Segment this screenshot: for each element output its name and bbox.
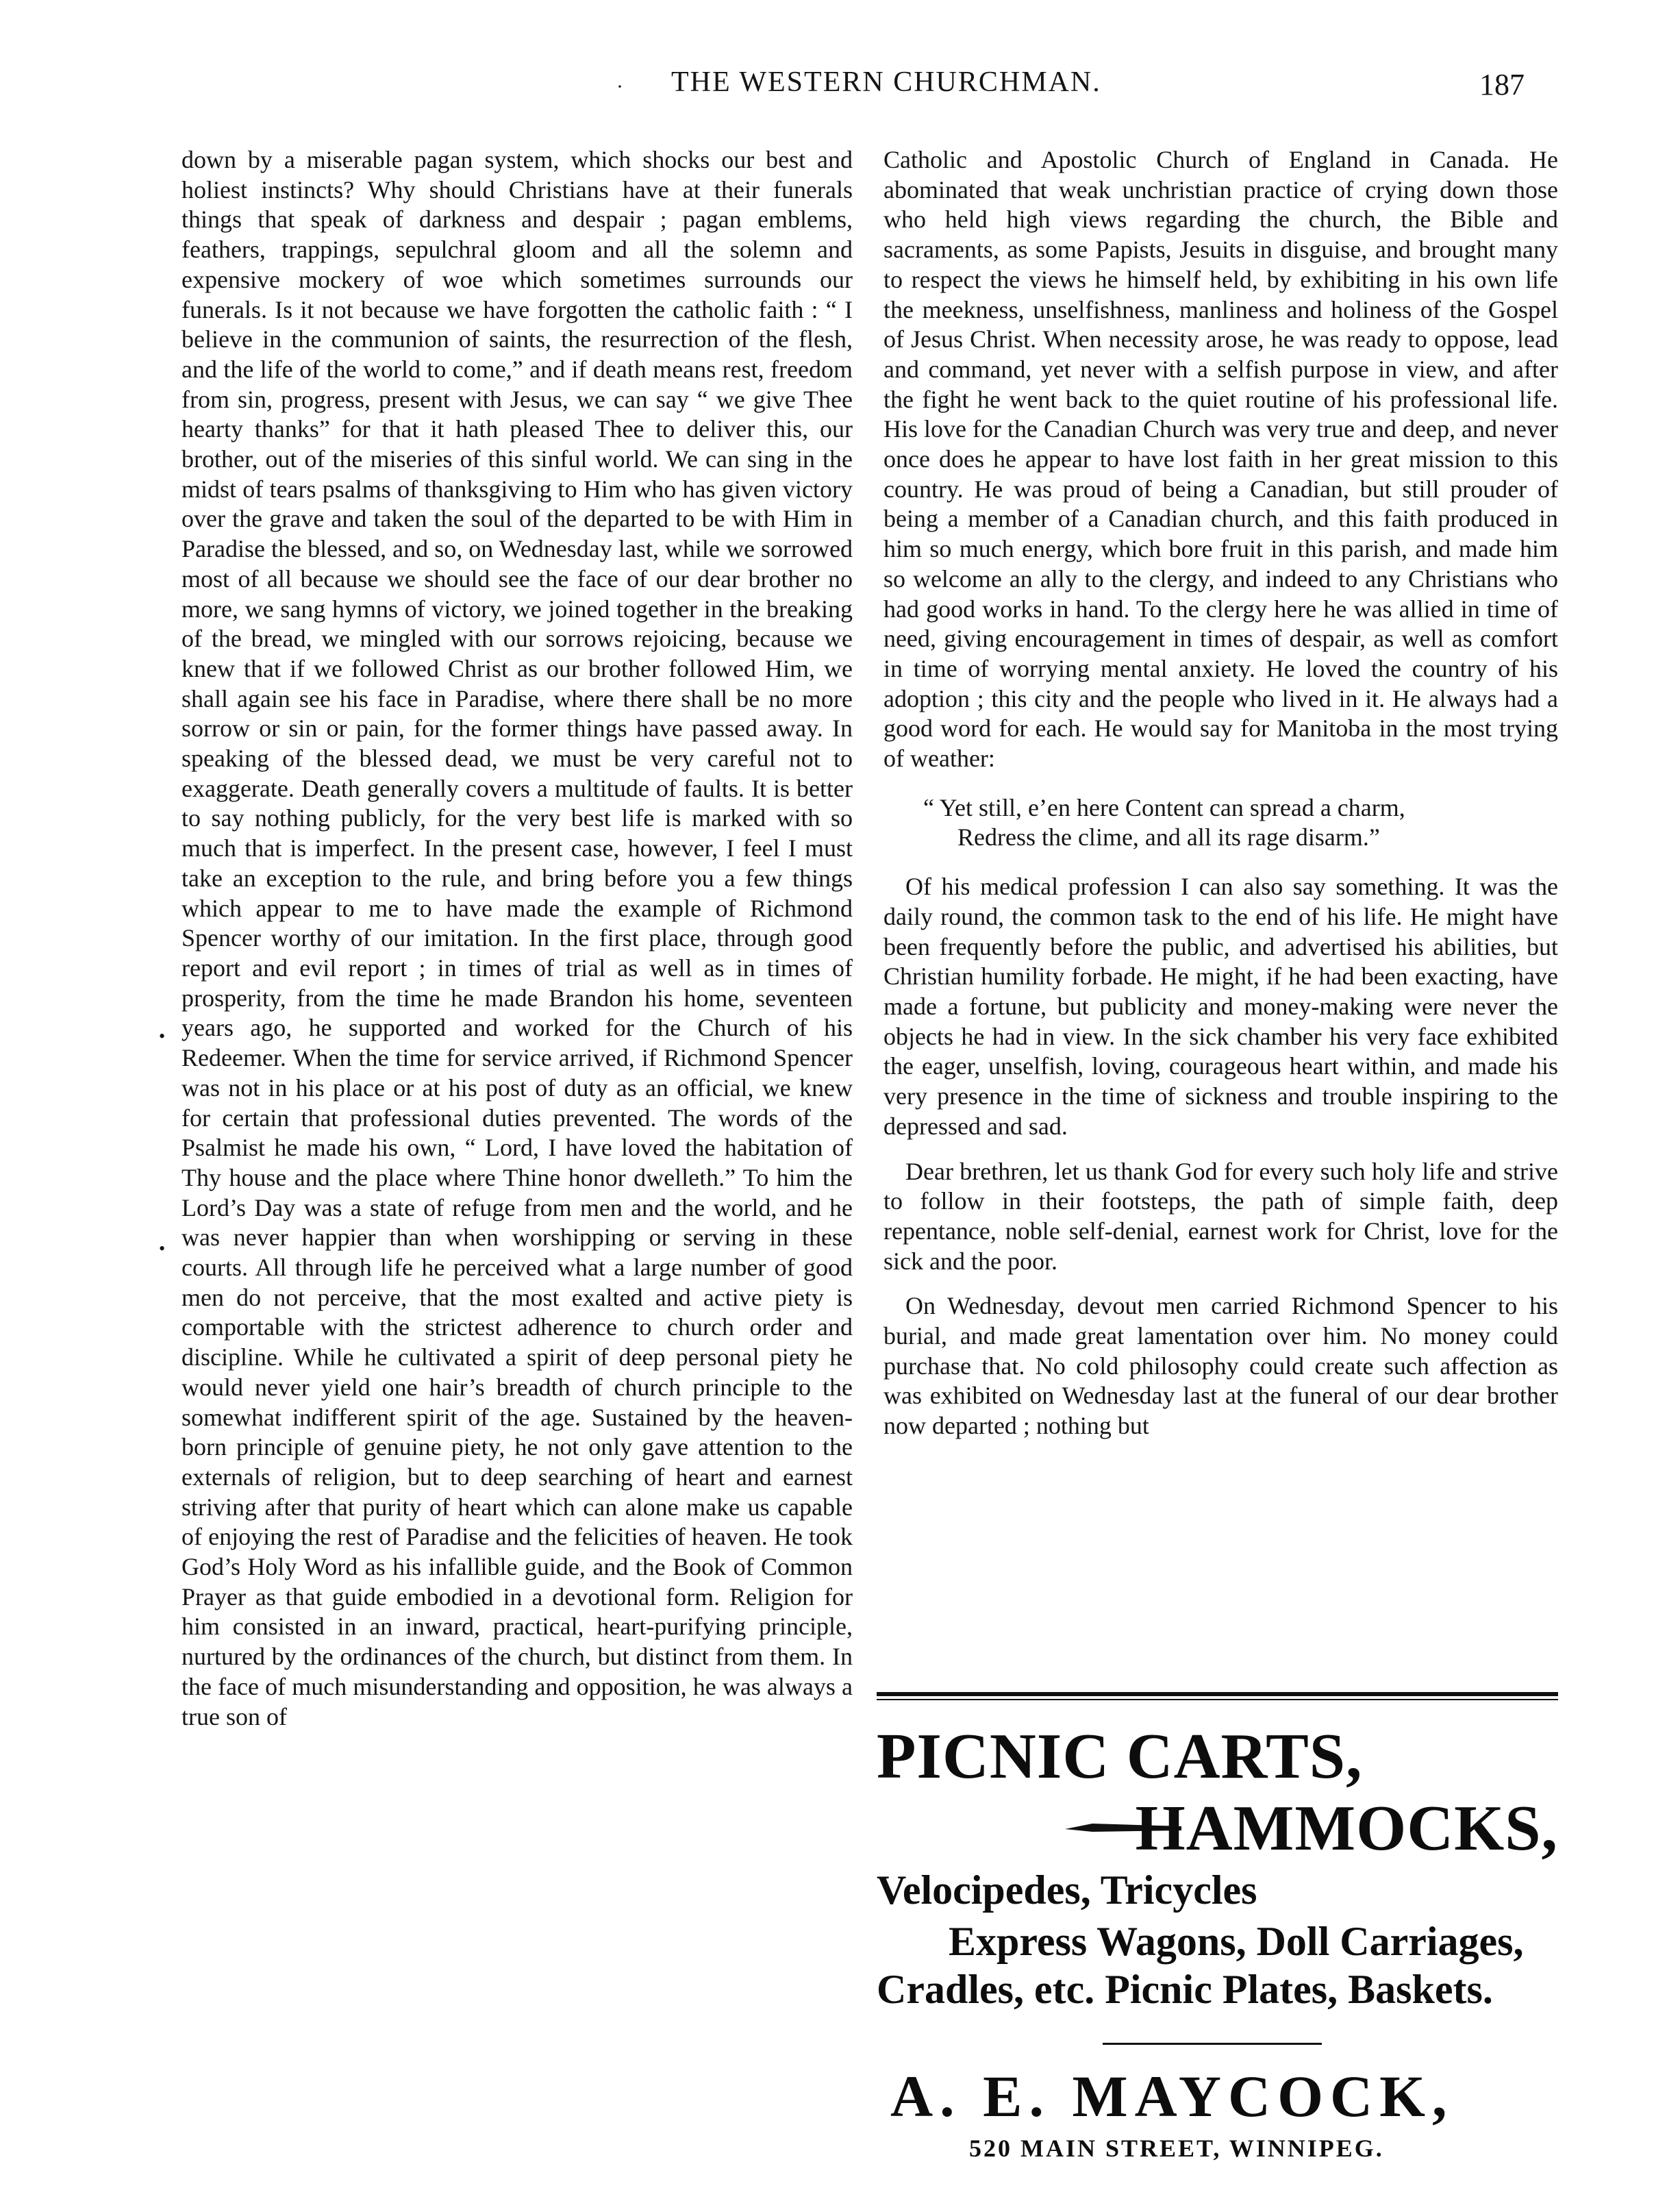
ad-line-express-wagons: Express Wagons, Doll Carriages, [949, 1919, 1524, 1964]
right-paragraph-2: Of his medical profession I can also say something. It was the daily round, the common task to the end of his life. He might have been frequently before the public, and advertised his abilities, but Christian humility forbade. He might, if he had been exacting, have made a fortune, but publicity and money-making were never the objects he had in view. In the sick chamber his very face exhibited the eager, unselfish, loving, courageous heart within, and made his very presence in the time of sickness and trouble inspiring to the depressed and sad. [883, 873, 1558, 1140]
left-paragraph-1: down by a miserable pagan system, which shocks our best and holiest instincts? Why should Christians have at their funerals things that speak of darkness and despair ; pagan emblems, feathers, trappings, sepulchral gloom and all the solemn and expensive mockery of woe which sometimes surrounds our funerals. Is it not because we have forgotten the catholic faith : “ I believe in the communion of saints, the resurrection of the flesh, and the life of the world to come,” and if death means rest, freedom from sin, progress, present with Jesus, we can say “ we give Thee hearty thanks” for that it hath pleased Thee to deliver this, our brother, out of the miseries of this sinful world. We can sing in the midst of tears psalms of thanksgiving to Him who has given victory over the grave and taken the soul of the departed to be with Him in Paradise the blessed, and so, on Wednesday last, while we sorrowed most of all because we should see the face of our dear brother no more, we sang hymns of victory, we joined together in the breaking of the bread, we mingled with our sorrows rejoicing, because we knew that if we followed Christ as our brother followed Him, we shall again see his face in Paradise, where there shall be no more sorrow or sin or pain, for the former things have passed away. In speaking of the blessed dead, we must be very careful not to exaggerate. Death generally covers a multitude of faults. It is better to say nothing publicly, for the very best life is marked with so much that is imperfect. In the present case, however, I feel I must take an exception to the rule, and bring before you a few things which appear to me to have made the example of Richmond Spencer worthy of our imitation. In the first place, through good report and evil report ; in times of trial as well as in times of prosperity, from the time he made Brandon his home, seventeen years ago, he supported and worked for the Church of his Redeemer. When the time for service arrived, if Richmond Spencer was not in his place or at his post of duty as an official, we knew for certain that professional duties prevented. The words of the Psalmist he made his own, “ Lord, I have loved the habitation of Thy house and the place where Thine honor dwelleth.” To him the Lord’s Day was a state of refuge from men and the world, and he was never happier than when worshipping or serving in these courts. All through life he perceived what a large number of good men do not perceive, that the most exalted and active piety is comportable with the strictest adherence to church order and discipline. While he cultivated a spirit of deep personal piety he would never yield one hair’s breadth of church principle to the somewhat indifferent spirit of the age. Sustained by the heaven-born principle of genuine piety, he not only gave attention to the externals of religion, but to deep searching of heart and earnest striving after that purity of heart which can alone make us capable of enjoying the rest of Paradise and the felicities of heaven. He took God’s Holy Word as his infallible guide, and the Book of Common Prayer as that guide embodied in a devotional form. Religion for him consisted in an inward, practical, heart-purifying principle, nurtured by the ordinances of the church, but distinct from them. In the face of much misunderstanding and opposition, he was always a true son of [181, 146, 853, 1730]
left-column [181, 145, 853, 1747]
right-paragraph-1: Catholic and Apostolic Church of England in Canada. He abominated that weak unchristian practice of crying down those who held high views regarding the church, the Bible and sacraments, as some Papists, Jesuits in disguise, and brought many to respect the views he himself held, by exhibiting in his own life the meekness, unselfishness, manliness and holiness of the Gospel of Jesus Christ. When necessity arose, he was ready to oppose, lead and command, yet never with a selfish purpose in view, and after the fight he went back to the quiet routine of his professional life. His love for the Canadian Church was very true and deep, and never once does he appear to have lost faith in her great mission to this country. He was proud of being a Canadian, but still prouder of being a member of a Canadian church, and this faith produced in him so much energy, which bore fruit in this parish, and made him so welcome an ally to the clergy, and indeed to any Christians who had good works in hand. To the clergy here he was allied in time of need, giving encouragement in times of despair, as well as comfort in time of worrying mental anxiety. He loved the country of his adoption ; this city and the people who lived in it. He always had a good word for each. He would say for Manitoba in the most trying of weather: [883, 146, 1558, 773]
ad-merchant-address: 520 MAIN STREET, WINNIPEG. [969, 2135, 1384, 2162]
page-header-title: THE WESTERN CHURCHMAN. [671, 66, 1101, 98]
verse-line-2: Redress the clime, and all its rage disarm.” [957, 823, 1380, 851]
ad-line-velocipedes: Velocipedes, Tricycles [877, 1867, 1257, 1913]
ad-line-cradles: Cradles, etc. Picnic Plates, Baskets. [877, 1967, 1493, 2012]
ad-headline-picnic-carts: PICNIC CARTS, [877, 1721, 1363, 1792]
right-paragraph-3: Dear brethren, let us thank God for every such holy life and strive to follow in their footsteps, the path of simple faith, deep repentance, noble self-denial, earnest work for Christ, love for the sick and the poor. [883, 1157, 1558, 1275]
margin-mark: • [159, 1026, 166, 1046]
advertisement-rule [877, 1692, 1558, 1696]
advertisement-separator [1103, 2043, 1322, 2045]
ad-merchant-name: A. E. MAYCOCK, [890, 2063, 1454, 2129]
right-column [883, 145, 1558, 1456]
ad-headline-hammocks: HAMMOCKS, [1135, 1793, 1558, 1864]
page-number: 187 [1479, 68, 1525, 101]
verse-quote [923, 793, 1558, 853]
header-dot: · [616, 75, 623, 98]
verse-line-1: “ Yet still, e’en here Content can spread a charm, [923, 793, 1405, 821]
margin-mark: • [159, 1239, 166, 1258]
advertisement-rule-thin [877, 1699, 1558, 1700]
right-paragraph-4: On Wednesday, devout men carried Richmond Spencer to his burial, and made great lamentation over him. No money could purchase that. No cold philosophy could create such affection as was exhibited on Wednesday last at the funeral of our dear brother now departed ; nothing but [883, 1292, 1558, 1440]
